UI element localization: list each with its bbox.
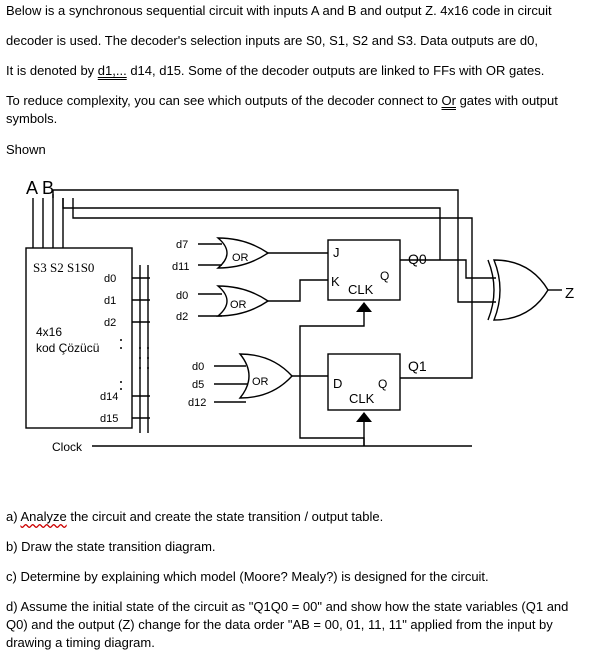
gate1-in-d7: d7 — [176, 239, 189, 251]
z-label: Z — [565, 285, 575, 302]
decoder-out-d1: d1 — [104, 295, 117, 307]
d-ff-clk: CLK — [349, 391, 375, 406]
decoder-dots — [120, 339, 149, 390]
intro-line-4b: Or — [441, 93, 456, 108]
xor-in-1 — [440, 260, 496, 278]
intro-line-1: Below is a synchronous sequential circuit with inputs A and B and output Z. 4x16 code in circuit — [6, 3, 552, 18]
q1-label: Q1 — [408, 358, 427, 374]
intro-line-5: symbols. — [6, 111, 58, 126]
dot-6 — [139, 357, 141, 359]
dot-7 — [139, 367, 141, 369]
dot-9 — [147, 357, 149, 359]
q0-label: Q0 — [408, 251, 427, 267]
d-ff-d: D — [333, 376, 343, 391]
gate2-label: OR — [230, 299, 247, 311]
intro-line-3 — [6, 62, 544, 80]
gate2-out — [268, 280, 328, 301]
dot-8 — [147, 347, 149, 349]
question-a — [6, 508, 383, 526]
decoder-out-d2: d2 — [104, 317, 117, 329]
decoder-out-d14: d14 — [100, 391, 119, 403]
xor-gate — [494, 260, 548, 320]
decoder-subtitle: kod Çözücü — [36, 341, 100, 355]
dot-5 — [139, 347, 141, 349]
intro-line-3b: d1,... — [97, 63, 127, 78]
decoder-name: 4x16 — [36, 325, 63, 339]
jk-q: Q — [380, 269, 390, 283]
gate1-label: OR — [232, 252, 249, 264]
gate1-in-d11: d11 — [172, 261, 190, 273]
question-a-prefix: a) — [6, 509, 21, 524]
xor-back-curve — [488, 260, 494, 320]
decoder-out-d15: d15 — [100, 413, 119, 425]
decoder-out-d0: d0 — [104, 273, 117, 285]
jk-clock-triangle — [356, 302, 372, 312]
jk-j: J — [333, 245, 340, 260]
inputs-label: A B — [26, 178, 55, 198]
question-b: b) Draw the state transition diagram. — [6, 539, 216, 554]
q1-feedback — [53, 190, 458, 260]
dot-1 — [120, 339, 122, 341]
dot-10 — [147, 367, 149, 369]
jk-k: K — [331, 274, 340, 289]
gate2-in-d2: d2 — [176, 311, 189, 323]
intro-line-2: decoder is used. The decoder's selection inputs are S0, S1, S2 and S3. Data outputs are d0, — [6, 33, 538, 48]
question-a-rest: the circuit and create the state transition / output table. — [66, 509, 384, 524]
question-d: d) Assume the initial state of the circuit as "Q1Q0 = 00" and show how the state variables (Q1 and Q0) and the output (Z) change for the data order "AB = 00, 01, 11, 11" applied from the input by drawing a timing diagram. — [6, 599, 569, 650]
intro-line-4a: To reduce complexity, you can see which outputs of the decoder connect to — [6, 93, 442, 108]
gate3-label: OR — [252, 376, 269, 388]
intro-line-6: Shown — [6, 142, 46, 157]
q1-loop — [73, 198, 472, 378]
circuit-diagram — [0, 168, 592, 468]
intro-line-4 — [6, 92, 558, 110]
question-c: c) Determine by explaining which model (Moore? Mealy?) is designed for the circuit. — [6, 569, 489, 584]
select-labels: S3 S2 S1S0 — [33, 260, 95, 275]
gate2-in-d0: d0 — [176, 290, 189, 302]
jk-clk: CLK — [348, 282, 374, 297]
dot-4 — [120, 388, 122, 390]
dot-2 — [120, 347, 122, 349]
question-a-keyword: Analyze — [20, 509, 67, 524]
intro-line-3a: It is denoted by — [6, 63, 98, 78]
clock-label: Clock — [52, 440, 83, 454]
clock-to-jk — [300, 308, 364, 446]
gate3-in-d0: d0 — [192, 361, 205, 373]
d-clock-triangle — [356, 412, 372, 422]
dot-3 — [120, 381, 122, 383]
gate3-in-d5: d5 — [192, 379, 205, 391]
intro-line-4c: gates with output — [455, 93, 558, 108]
d-ff-q: Q — [378, 377, 388, 391]
intro-line-3c: d14, d15. Some of the decoder outputs are linked to FFs with OR gates. — [126, 63, 545, 78]
q0-feedback-top — [63, 198, 440, 260]
gate3-in-d12: d12 — [188, 397, 207, 409]
